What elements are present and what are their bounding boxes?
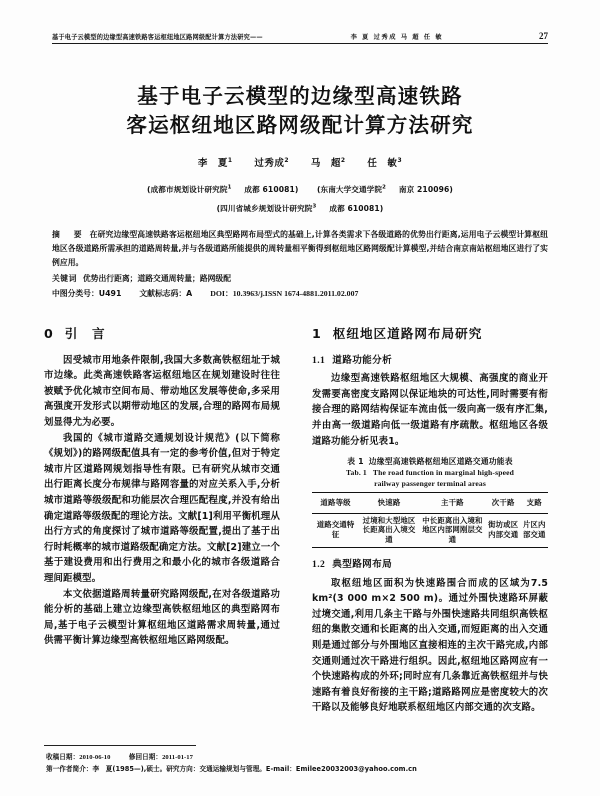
table-caption-en-line2: railway passenger terminal areas	[374, 479, 486, 489]
revised-date	[129, 753, 193, 761]
footer-dates-line	[46, 752, 556, 764]
affiliation-line-2	[0, 203, 600, 214]
section-1-number: 1	[312, 326, 322, 341]
author-2-name: 过秀成	[254, 158, 285, 169]
table-header-cell: 快速路	[359, 493, 419, 514]
keywords-label: 关键词	[52, 273, 77, 283]
author-3	[311, 158, 346, 169]
abstract-paragraph	[52, 228, 548, 271]
section-0-number: 0	[44, 326, 54, 341]
abstract-text: 在研究边缘型高速铁路客运枢纽地区典型路网布局型式的基础上,计算各类需求下各级道路的优势出行距离,运用电子云模型计算枢纽地区各级道路所需承担的道路周转量,并与各级道路所能提供的周转量相平衡得到枢纽地区路网级配计算模型,并结合南京南站枢纽地区进行了实例应用。	[52, 230, 548, 268]
author-1-name: 李 夏	[197, 158, 228, 169]
clc-number: 中图分类号：U491	[52, 288, 122, 298]
keywords-line	[52, 272, 548, 286]
abstract-label: 摘 要	[52, 230, 85, 239]
author-3-name: 马 超	[310, 158, 341, 169]
author-4	[367, 158, 402, 169]
author-4-name: 任 敏	[367, 158, 398, 169]
paragraph: 我国的《城市道路交通规划设计规范》(以下简称《规划》)的路网级配值具有一定的参考价值,但对于特定城市片区道路网规划指导性有限。已有研究从城市交通出行距离长度分布规律与路网容量的对应关系入手,分析城市道路等级级配和功能层次合理匹配程度,并没有给出确定道路等级级配的理论方法。文献[1]利用平衡机理从出行方式的角度探讨了城市道路等级配置,提出了基于出行时耗概率的城市道路级配确定方法。文献[2]建立一个基于建设费用和出行费用之和最小化的城市各级道路合理间距模型。	[44, 432, 280, 584]
affiliation-line-1	[0, 184, 600, 195]
affiliation-2-name: (东南大学交通学院	[316, 185, 383, 194]
table-cell: 片区内部交通	[521, 513, 549, 547]
running-head-authors: 李 夏 过秀成 马 超 任 敏	[350, 34, 444, 41]
author-3-affil-marker: 2	[340, 156, 346, 164]
keywords-text: 优势出行距离；道路交通周转量；路网级配	[82, 273, 232, 283]
table-row-header: 道路交通特征	[312, 513, 359, 547]
paragraph: 本文依据道路周转量研究路网级配,在对各级道路功能分析的基础上建立边缘型高铁枢纽地区的典型路网布局,基于电子云模型计算枢纽地区道路需求周转量,通过供需平衡计算边缘型高铁枢纽地区路网级配。	[44, 588, 280, 647]
affiliation-3-city: 成都 610081)	[329, 204, 384, 213]
received-date	[46, 753, 111, 761]
author-2	[254, 158, 289, 169]
table-caption-chinese	[312, 456, 548, 467]
affiliation-1-marker: 1	[227, 184, 232, 191]
author-1-affil-marker: 1	[227, 156, 233, 164]
body-column-left	[44, 326, 280, 649]
revised-value: 2011-01-17	[162, 754, 193, 761]
affiliation-3-marker: 3	[312, 203, 317, 210]
author-2-affil-marker: 2	[284, 156, 290, 164]
table-caption-cn-text: 边缘型高速铁路枢纽地区道路交通功能表	[368, 457, 513, 467]
table-header-cell: 道路等级	[312, 493, 359, 514]
table-cell: 过境和大型地区长距离出入境交通	[359, 513, 419, 547]
table-header-cell: 支路	[521, 493, 549, 514]
footer-block	[46, 752, 556, 775]
table-cell: 中长距离出入境和地区内部网刚层交通	[419, 513, 486, 547]
received-value: 2010-06-10	[79, 754, 111, 761]
running-head	[52, 31, 548, 44]
paragraph: 取枢纽地区面积为快速路围合而成的区域为7.5 km²(3 000 m×2 500 m)。通过外围快速路环屏蔽过境交通,利用几条主干路与外围快速路共同组织高铁枢纽的集散交通和长距离的出入交通,而短距离的出入交通则是通过部分与外围地区直接相连的主次干路完成,内部交通则通过次干路进行组织。因此,枢纽地区路网应有一个快速路构成的外环;同时应有几条靠近高铁枢纽并与快速路有着良好衔接的主干路;道路路网应是密度较大的次干路以及能够良好地联系枢纽地区内部交通的次支路。	[312, 577, 548, 714]
table-caption-english-cont	[312, 478, 548, 489]
table-number-cn: 表 1	[347, 457, 364, 467]
table-caption-en-line1: The road function in marginal high-speed	[372, 468, 514, 478]
running-head-title: 基于电子云模型的边缘型高速铁路客运枢纽地区路网级配计算方法研究——	[52, 33, 263, 41]
received-label: 收稿日期：	[46, 753, 80, 761]
body-column-right	[312, 326, 548, 716]
page-number: 27	[538, 31, 548, 41]
subsection-1-2-number: 1.2	[312, 558, 326, 570]
affiliation-2-marker: 2	[382, 184, 386, 191]
section-0-title: 引 言	[64, 326, 106, 341]
author-1	[198, 158, 233, 169]
table-header-cell: 次干路	[486, 493, 521, 514]
abstract-block	[52, 228, 548, 301]
subsection-heading-1-1	[312, 353, 548, 369]
table-header-cell: 主干路	[419, 493, 486, 514]
paragraph: 边缘型高速铁路枢纽地区大规模、高强度的商业开发需要高密度支路网以保证地块的可达性,同时需要有衔接合理的路网结构保证车流由低一级向高一级有序汇集,并由高一级道路向低一级道路有序疏散。枢纽地区各级道路功能分析见表1。	[312, 373, 548, 447]
title-line-2: 客运枢纽地区路网级配计算方法研究	[126, 113, 474, 137]
affiliation-2-city: 南京 210096)	[398, 185, 453, 194]
section-heading-1	[312, 326, 548, 342]
section-heading-0	[44, 326, 280, 342]
subsection-1-1-number: 1.1	[312, 354, 326, 366]
affiliation-1-city: 成都 610081)	[244, 185, 299, 194]
paragraph: 因受城市用地条件限制,我国大多数高铁枢纽址于城市边缘。此类高速铁路客运枢纽地区在规划建设时往往被赋予优化城市空间布局、带动地区发展等使命,多采用高强度开发形式以期带动地区的发展,合理的路网布局规划显得尤为必要。	[44, 354, 280, 428]
author-4-affil-marker: 3	[397, 156, 403, 164]
revised-label: 修回日期：	[128, 753, 163, 761]
doi-text: DOI：10.3963/j.ISSN 1674-4881.2011.02.007	[210, 288, 359, 298]
table-number-en: Tab. 1	[346, 468, 367, 478]
section-1-title: 枢纽地区道路网布局研究	[332, 326, 483, 341]
subsection-1-2-title: 典型路网布局	[332, 558, 393, 570]
footer-divider	[44, 745, 196, 746]
table-block	[312, 456, 548, 548]
table-header-row	[312, 493, 548, 514]
document-code: 文献标志码：A	[139, 288, 193, 298]
affiliation-3-name: (四川省城乡规划设计研究院	[216, 204, 313, 213]
subsection-heading-1-2	[312, 557, 548, 573]
table-caption-english	[312, 467, 548, 478]
table-row	[312, 513, 548, 547]
page-title	[0, 82, 600, 140]
affiliation-1-name: (成都市规划设计研究院	[147, 185, 228, 194]
author-bio-line: 第一作者简介：李 夏(1985—),硕士。研究方向：交通运输规划与管理。E-mail：Emilee20032003@yahoo.com.cn	[46, 764, 417, 773]
title-line-1: 基于电子云模型的边缘型高速铁路	[137, 84, 463, 108]
classification-line	[52, 287, 548, 301]
table-cell: 街坊或区内部交通	[486, 513, 521, 547]
author-list	[0, 155, 600, 169]
subsection-1-1-title: 道路功能分析	[332, 354, 393, 366]
road-function-table	[312, 492, 548, 548]
